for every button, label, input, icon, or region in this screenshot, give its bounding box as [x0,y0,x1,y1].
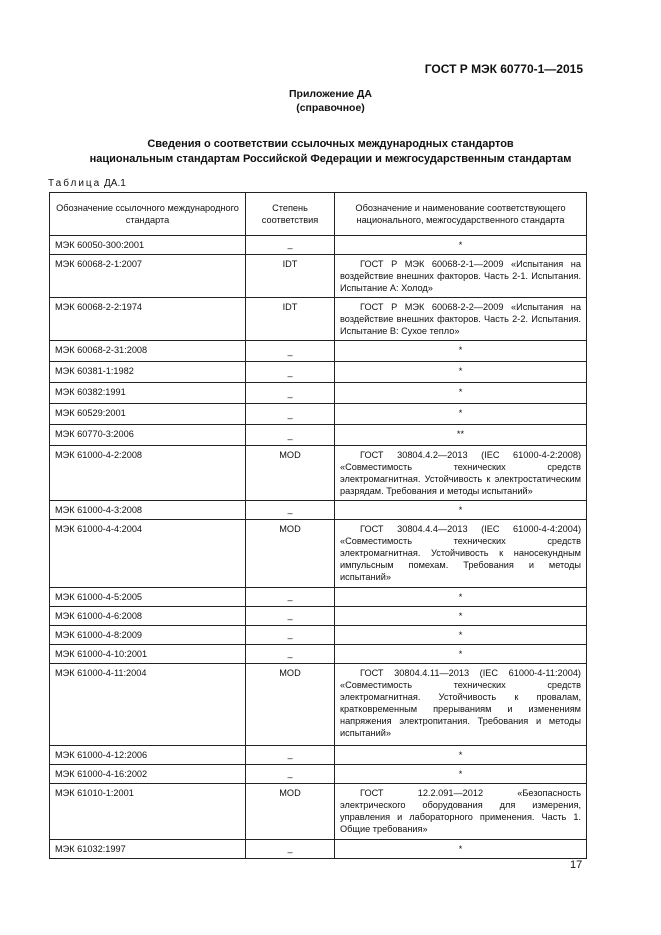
cell-degree: – [246,588,335,607]
cell-national-standard: * [335,840,587,859]
cell-national-standard: * [335,341,587,362]
cell-national-standard [335,255,587,298]
cell-international-standard: МЭК 60068-2-2:1974 [50,298,246,341]
cell-degree: – [246,501,335,520]
appendix-title: Приложение ДА [289,88,372,100]
table-row [50,765,587,784]
cell-degree: – [246,383,335,404]
heading-line-1: Сведения о соответствии ссылочных международных стандартов [147,138,514,150]
cell-international-standard: МЭК 60770-3:2006 [50,425,246,446]
cell-national-standard: * [335,588,587,607]
table-row [50,298,587,341]
cell-degree: – [246,645,335,664]
cell-national-standard: * [335,626,587,645]
national-standard-text: ГОСТ 30804.4.11—2013 (IEC 61000-4-11:2004) «Совместимость технических средств электромагнитная. Устойчивость к провалам, кратковременным прерываниям и изменениям напряжения электропитания. Требования и методы испытаний» [340,668,581,738]
appendix-subtitle: (справочное) [296,102,365,114]
table-row [50,645,587,664]
cell-national-standard [335,446,587,501]
header-degree: Степень соответствия [246,193,335,236]
cell-national-standard [335,784,587,840]
table-row [50,520,587,588]
table-row [50,255,587,298]
cell-degree: MOD [246,520,335,588]
cell-international-standard: МЭК 61000-4-3:2008 [50,501,246,520]
heading-line-2: национальным стандартам Российской Федерации и межгосударственным стандартам [89,153,572,165]
cell-degree: – [246,840,335,859]
table-caption-number: ДА.1 [104,178,126,189]
cell-international-standard: МЭК 60068-2-1:2007 [50,255,246,298]
cell-international-standard: МЭК 61000-4-6:2008 [50,607,246,626]
cell-degree: – [246,746,335,765]
cell-international-standard: МЭК 61010-1:2001 [50,784,246,840]
table-row [50,236,587,255]
national-standard-text: ГОСТ 30804.4.4—2013 (IEC 61000-4-4:2004) «Совместимость технических средств электромагнитная. Устойчивость к наносекундным импульсным помехам. Требования и методы испытаний» [340,524,581,582]
cell-national-standard: * [335,607,587,626]
table-row [50,446,587,501]
document-id: ГОСТ Р МЭК 60770-1—2015 [424,62,583,76]
cell-degree: – [246,362,335,383]
cell-international-standard: МЭК 61000-4-10:2001 [50,645,246,664]
cell-degree: IDT [246,255,335,298]
table-caption [48,178,126,189]
cell-national-standard: * [335,746,587,765]
cell-national-standard: * [335,765,587,784]
cell-degree: – [246,765,335,784]
table-row [50,501,587,520]
cell-national-standard [335,298,587,341]
cell-international-standard: МЭК 60068-2-31:2008 [50,341,246,362]
cell-national-standard: * [335,236,587,255]
national-standard-text: ГОСТ Р МЭК 60068-2-1—2009 «Испытания на воздействие внешних факторов. Часть 2-1. Испытания. Испытание А: Холод» [340,259,581,293]
table-row [50,784,587,840]
table-row [50,588,587,607]
table-row [50,840,587,859]
cell-international-standard: МЭК 60382:1991 [50,383,246,404]
table-row [50,362,587,383]
table-row [50,341,587,362]
cell-degree: MOD [246,664,335,746]
table-row [50,664,587,746]
cell-international-standard: МЭК 61000-4-2:2008 [50,446,246,501]
cell-international-standard: МЭК 61000-4-16:2002 [50,765,246,784]
cell-international-standard: МЭК 61032:1997 [50,840,246,859]
cell-national-standard [335,520,587,588]
cell-national-standard: * [335,645,587,664]
cell-international-standard: МЭК 60529:2001 [50,404,246,425]
header-international-standard: Обозначение ссылочного международного стандарта [50,193,246,236]
cell-degree: – [246,341,335,362]
appendix-title-block [0,87,661,115]
cell-international-standard: МЭК 60381-1:1982 [50,362,246,383]
national-standard-text: ГОСТ 12.2.091—2012 «Безопасность электрического оборудования для измерения, управления и лабораторного применения. Часть 1. Общие требования» [340,788,581,834]
table-row [50,626,587,645]
cell-international-standard: МЭК 61000-4-5:2005 [50,588,246,607]
page-number: 17 [570,859,583,871]
table-row [50,746,587,765]
cell-international-standard: МЭК 61000-4-8:2009 [50,626,246,645]
cell-degree: – [246,626,335,645]
national-standard-text: ГОСТ Р МЭК 60068-2-2—2009 «Испытания на воздействие внешних факторов. Часть 2-2. Испытания. Испытание В: Сухое тепло» [340,302,581,336]
cell-international-standard: МЭК 60050-300:2001 [50,236,246,255]
cell-degree: – [246,404,335,425]
cell-national-standard: * [335,383,587,404]
cell-national-standard: * [335,362,587,383]
section-heading [0,137,661,167]
cell-national-standard [335,664,587,746]
cell-degree: – [246,607,335,626]
cell-degree: MOD [246,784,335,840]
cell-national-standard: ** [335,425,587,446]
table-header-row [50,193,587,236]
cell-international-standard: МЭК 61000-4-11:2004 [50,664,246,746]
table-row [50,607,587,626]
cell-national-standard: * [335,501,587,520]
cell-degree: – [246,236,335,255]
table-body [50,236,587,859]
cell-international-standard: МЭК 61000-4-12:2006 [50,746,246,765]
header-national-standard: Обозначение и наименование соответствующего национального, межгосударственного стандарта [335,193,587,236]
cell-national-standard: * [335,404,587,425]
table-row [50,404,587,425]
correspondence-table [49,192,587,859]
table-row [50,425,587,446]
cell-international-standard: МЭК 61000-4-4:2004 [50,520,246,588]
national-standard-text: ГОСТ 30804.4.2—2013 (IEC 61000-4-2:2008) «Совместимость технических средств электромагнитная. Устойчивость к электростатическим разрядам. Требования и методы испытаний» [340,450,581,496]
cell-degree: MOD [246,446,335,501]
table-row [50,383,587,404]
cell-degree: – [246,425,335,446]
cell-degree: IDT [246,298,335,341]
table-caption-label: Таблица [48,178,102,189]
